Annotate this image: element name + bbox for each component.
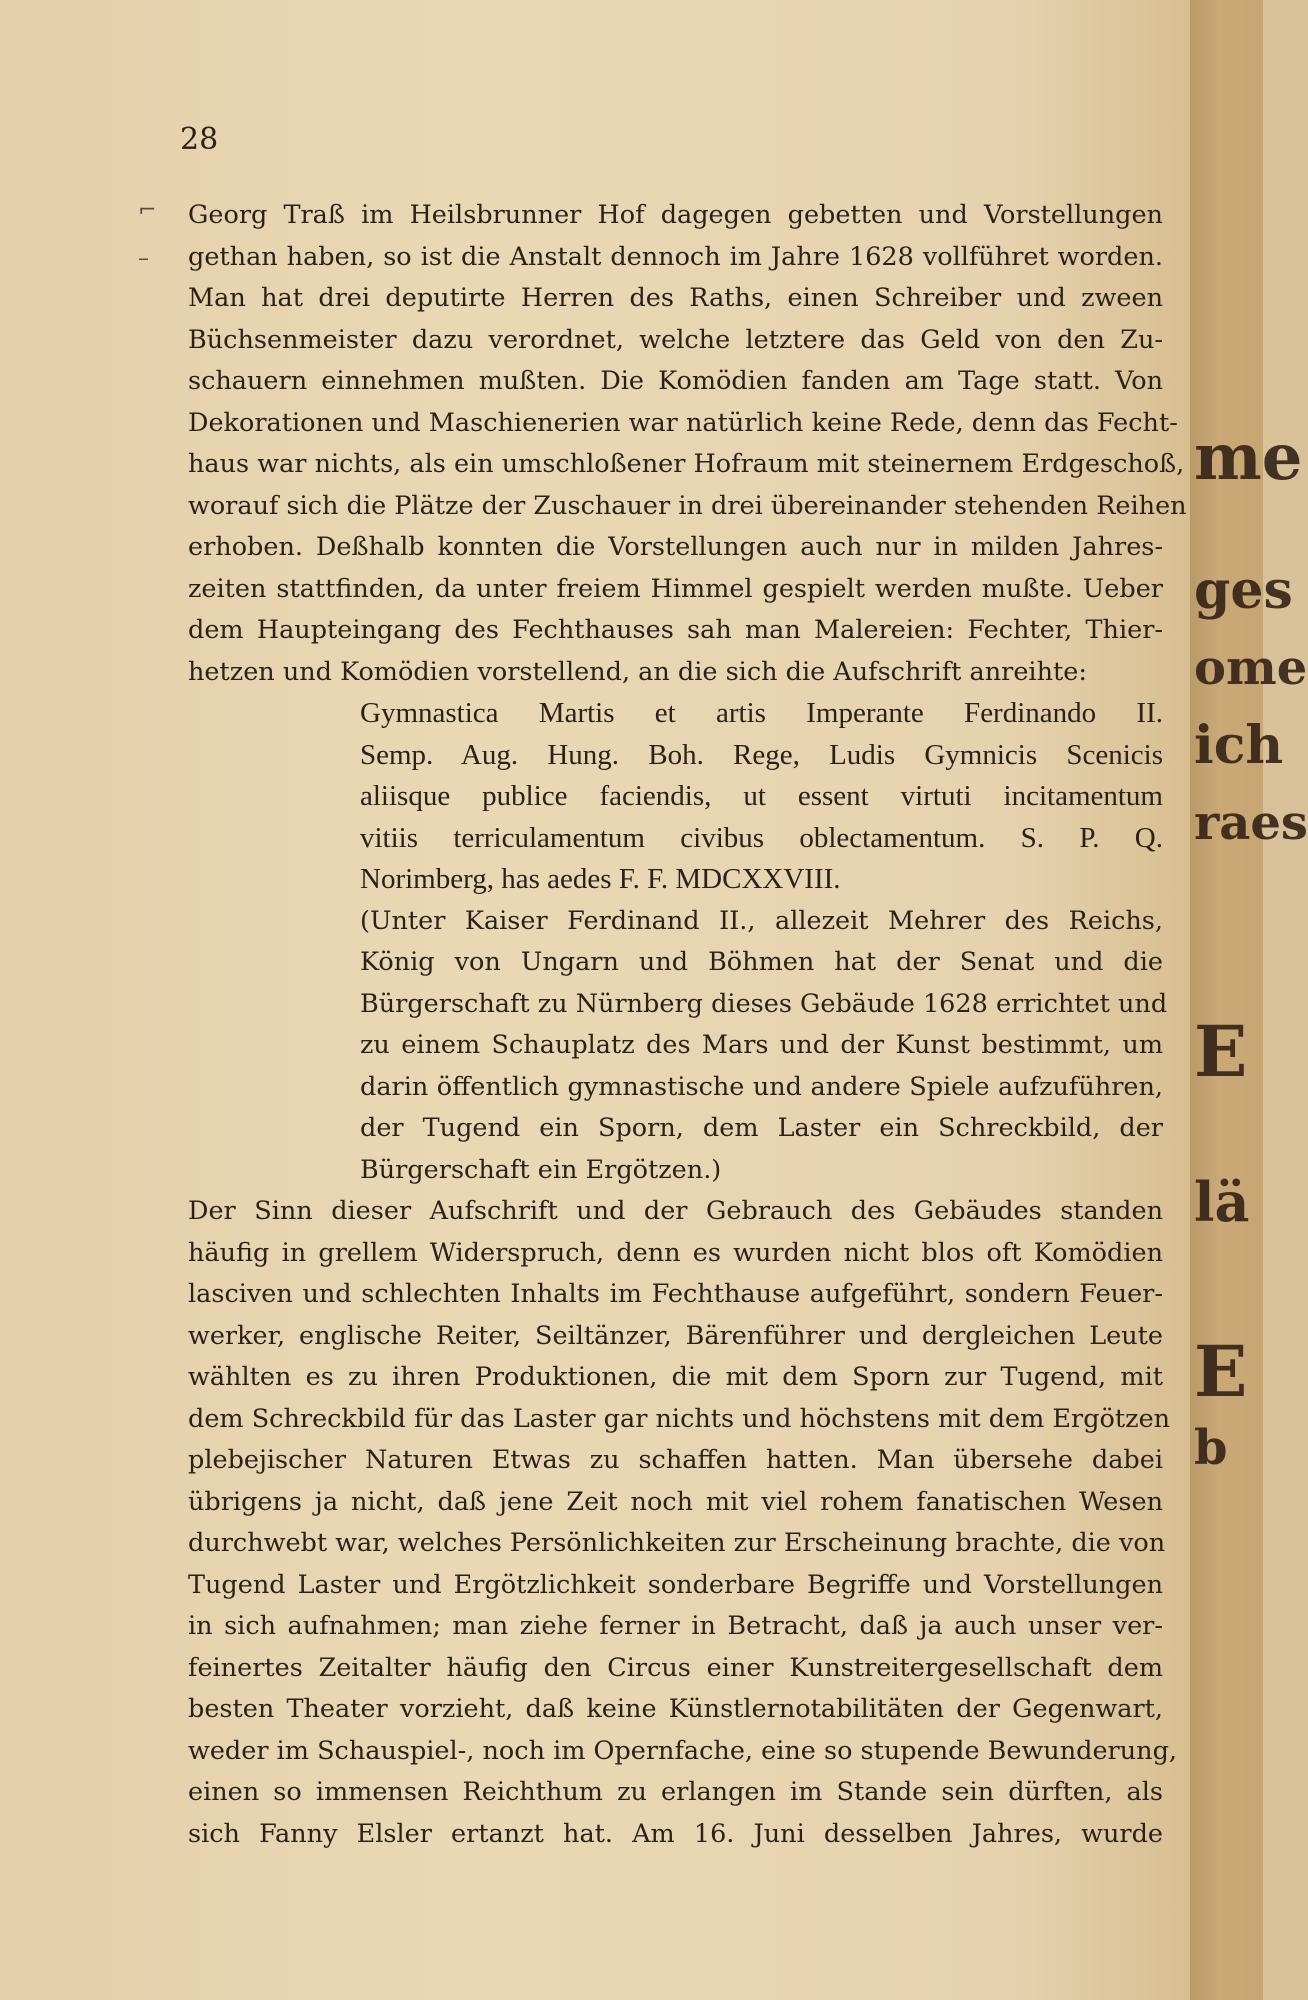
latin-inscription — [188, 693, 1163, 901]
margin-mark: ⌐ — [138, 198, 157, 223]
facing-page-fragment: raes — [1194, 795, 1308, 851]
page-number: 28 — [180, 122, 219, 157]
inscription-line: Gymnastica Martis et artis Imperante Ferdinando II. — [360, 697, 1163, 729]
facing-page-fragment: ges — [1194, 560, 1293, 621]
translation-line: König von Ungarn und Böhmen hat der Senat und die — [360, 947, 1163, 977]
translation-line: Bürgerschaft zu Nürnberg dieses Gebäude 1628 errichtet und — [360, 988, 1168, 1019]
facing-page-fragment: E — [1194, 1330, 1248, 1413]
text-line: in sich aufnahmen; man ziehe ferner in Betracht, daß ja auch unser ver- — [188, 1611, 1163, 1641]
facing-page-fragment: b — [1194, 1420, 1228, 1476]
text-line: dem Schreckbild für das Laster gar nichts und höchstens mit dem Ergötzen — [188, 1403, 1171, 1434]
translation-line: der Tugend ein Sporn, dem Laster ein Schreckbild, der — [360, 1113, 1163, 1143]
text-line: erhoben. Deßhalb konnten die Vorstellungen auch nur in milden Jahres- — [188, 532, 1163, 562]
text-line: werker, englische Reiter, Seiltänzer, Bärenführer und dergleichen Leute — [188, 1320, 1163, 1351]
inscription-line: aliisque publice faciendis, ut essent virtuti incitamentum — [360, 780, 1163, 812]
text-line: Tugend Laster und Ergötzlichkeit sonderbare Begriffe und Vorstellungen — [188, 1569, 1163, 1600]
translation-line: darin öffentlich gymnastische und andere Spiele aufzuführen, — [360, 1071, 1163, 1102]
facing-page-fragment: ome — [1194, 640, 1308, 696]
inscription-line: Semp. Aug. Hung. Boh. Rege, Ludis Gymnicis Scenicis — [360, 738, 1163, 771]
text-line: wählten es zu ihren Produktionen, die mit dem Sporn zur Tugend, mit — [188, 1362, 1163, 1392]
facing-page-fragment: lä — [1194, 1170, 1250, 1234]
text-line: Büchsenmeister dazu verordnet, welche letztere das Geld von den Zu- — [188, 324, 1163, 355]
text-line: zeiten stattfinden, da unter freiem Himmel gespielt werden mußte. Ueber — [188, 573, 1163, 604]
text-line: Der Sinn dieser Aufschrift und der Gebrauch des Gebäudes standen — [188, 1196, 1163, 1226]
translation-line: (Unter Kaiser Ferdinand II., allezeit Mehrer des Reichs, — [360, 905, 1163, 936]
text-line: feinertes Zeitalter häufig den Circus einer Kunstreitergesellschaft dem — [188, 1652, 1163, 1683]
text-line: plebejischer Naturen Etwas zu schaffen hatten. Man übersehe dabei — [188, 1445, 1163, 1475]
translation — [188, 901, 1168, 1192]
text-line: übrigens ja nicht, daß jene Zeit noch mit viel rohem fanatischen Wesen — [188, 1486, 1163, 1517]
facing-page-edge — [1190, 0, 1308, 2000]
text-line: Man hat drei deputirte Herren des Raths, einen Schreiber und zween — [188, 283, 1163, 313]
text-line: hetzen und Komödien vorstellend, an die sich die Aufschrift anreihte: — [188, 656, 1087, 687]
text-line: weder im Schauspiel-, noch im Opernfache, eine so stupende Bewunderung, — [188, 1735, 1178, 1766]
facing-page-fragment: me — [1194, 420, 1303, 495]
text-line: haus war nichts, als ein umschloßener Hofraum mit steinernem Erdgeschoß, — [188, 449, 1185, 479]
inscription-line: Norimberg, has aedes F. F. MDCXXVIII. — [360, 863, 841, 895]
paragraph-1 — [188, 195, 1187, 693]
translation-line: zu einem Schauplatz des Mars und der Kunst bestimmt, um — [360, 1030, 1163, 1060]
facing-page-fragment: ich — [1194, 715, 1284, 776]
margin-mark: – — [138, 246, 149, 271]
text-line: Georg Traß im Heilsbrunner Hof dagegen gebetten und Vorstellungen — [188, 200, 1163, 230]
text-line: einen so immensen Reichthum zu erlangen im Stande sein dürften, als — [188, 1777, 1163, 1807]
text-line: häufig in grellem Widerspruch, denn es wurden nicht blos oft Komödien — [188, 1237, 1163, 1268]
text-line: schauern einnehmen mußten. Die Komödien fanden am Tage statt. Von — [188, 366, 1163, 396]
facing-page-fragment: E — [1194, 1010, 1248, 1093]
text-line: gethan haben, so ist die Anstalt dennoch im Jahre 1628 vollführet worden. — [188, 241, 1163, 272]
text-line: besten Theater vorzieht, daß keine Künstlernotabilitäten der Gegenwart, — [188, 1694, 1163, 1724]
text-line: dem Haupteingang des Fechthauses sah man Malereien: Fechter, Thier- — [188, 615, 1163, 645]
text-line: worauf sich die Plätze der Zuschauer in drei übereinander stehenden Reihen — [188, 490, 1187, 521]
paragraph-2 — [188, 1191, 1178, 1855]
text-line: lasciven und schlechten Inhalts im Fechthause aufgeführt, sondern Feuer- — [188, 1279, 1163, 1309]
text-line: durchwebt war, welches Persönlichkeiten zur Erscheinung brachte, die von — [188, 1528, 1166, 1558]
text-line: Dekorationen und Maschienerien war natürlich keine Rede, denn das Fecht- — [188, 407, 1178, 438]
text-line: sich Fanny Elsler ertanzt hat. Am 16. Juni desselben Jahres, wurde — [188, 1818, 1163, 1849]
body-text — [188, 195, 1187, 1855]
inscription-line: vitiis terriculamentum civibus oblectamentum. S. P. Q. — [360, 821, 1163, 854]
translation-line: Bürgerschaft ein Ergötzen.) — [360, 1154, 722, 1185]
